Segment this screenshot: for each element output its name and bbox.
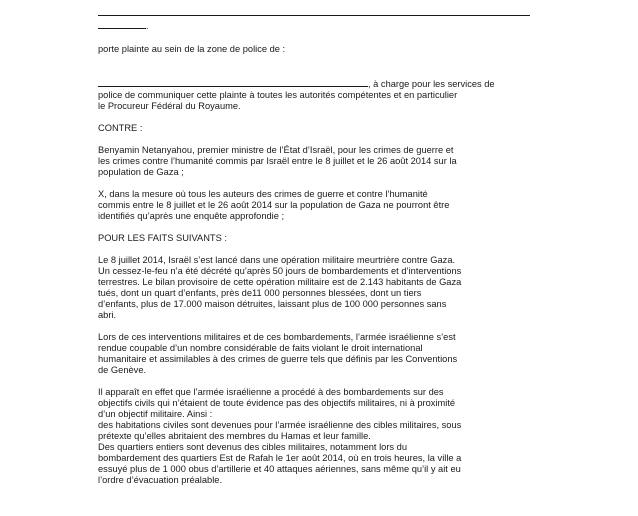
police-mandate-line-3: le Procureur Fédéral du Royaume.	[98, 101, 241, 111]
fact-3-line-6: Des quartiers entiers sont devenus des cibles militaires, notamment lors du	[98, 442, 408, 452]
fact-3-line-7: bombardement des quartiers Est de Rafah le 1er août 2014, où en trois heures, la ville a	[98, 453, 462, 463]
accused-1-line-1: Benyamin Netanyahou, premier ministre de l’État d’Israël, pour les crimes de guerre et	[98, 145, 454, 155]
fact-1-line-1: Le 8 juillet 2014, Israël s’est lancé dans une opération militaire meurtrière contre Gaza.	[98, 255, 456, 265]
police-zone-line	[98, 77, 534, 90]
fact-2-line-4: de Genève.	[98, 365, 147, 375]
fact-1-line-6: abri.	[98, 310, 117, 320]
blank-line-top	[98, 6, 534, 19]
blank-line-top-end	[98, 19, 534, 32]
complaint-document	[98, 6, 534, 486]
fact-3-line-1: Il apparaît en effet que l’armée israélienne a procédé à des bombardements sur des	[98, 387, 444, 397]
fact-3-line-4: des habitations civiles sont devenues pour l’armée israélienne des cibles militaires, sous	[98, 420, 462, 430]
contre-heading: CONTRE :	[98, 123, 143, 133]
accused-2-line-1: X, dans la mesure où tous les auteurs des crimes de guerre et contre l’humanité	[98, 189, 428, 199]
fact-3-line-9: l’ordre d’évacuation préalable.	[98, 475, 223, 485]
police-mandate-line-2: police de communiquer cette plainte à toutes les autorités compétentes et en particulier	[98, 90, 458, 100]
faits-heading: POUR LES FAITS SUIVANTS :	[98, 233, 227, 243]
fact-2-line-1: Lors de ces interventions militaires et de ces bombardements, l’armée israélienne s’est	[98, 332, 456, 342]
fact-1-line-3: terrestres. Le bilan provisoire de cette opération militaire est de 2.143 habitants de Gaza	[98, 277, 462, 287]
intro-tail: .	[146, 21, 149, 31]
accused-2-line-3: identifiés qu’après une enquête approfondie ;	[98, 211, 285, 221]
fill-in-blank[interactable]	[98, 19, 146, 29]
fact-3-line-5: prétexte qu’elles abritaient des membres du Hamas et leur famille.	[98, 431, 371, 441]
fact-3-line-2: objectifs civils qui n’étaient de toute évidence pas des objectifs militaires, ni à proximité	[98, 398, 456, 408]
accused-1-line-3: population de Gaza ;	[98, 167, 184, 177]
fact-2-line-2: rendue coupable d’un nombre considérable de faits violant le droit international	[98, 343, 423, 353]
accused-1-line-2: les crimes contre l’humanité commis par Israël entre le 8 juillet et le 26 août 2014 sur la	[98, 156, 457, 166]
fact-1-line-2: Un cessez-le-feu n’a été décrété qu’après 50 jours de bombardements et d’interventions	[98, 266, 462, 276]
fact-1-line-4: tués, dont un quart d’enfants, près de11 000 personnes blessées, dont un tiers	[98, 288, 422, 298]
police-mandate-line-1: , à charge pour les services de	[368, 79, 495, 89]
fact-3-line-3: d’un objectif militaire. Ainsi :	[98, 409, 213, 419]
fill-in-blank[interactable]	[98, 6, 530, 16]
accused-2-line-2: commis entre le 8 juillet et le 26 août 2014 sur la population de Gaza ne pourront être	[98, 200, 450, 210]
police-zone-blank[interactable]	[98, 77, 368, 87]
complaint-intro: porte plainte au sein de la zone de police de :	[98, 44, 286, 54]
fact-1-line-5: d’enfants, plus de 17.000 maison détruites, laissant plus de 100 000 personnes sans	[98, 299, 447, 309]
fact-2-line-3: humanitaire et assimilables à des crimes de guerre tels que définis par les Conventions	[98, 354, 458, 364]
fact-3-line-8: essuyé plus de 1 000 obus d’artillerie et 40 attaques aériennes, sans même qu’il y ait eu	[98, 464, 461, 474]
